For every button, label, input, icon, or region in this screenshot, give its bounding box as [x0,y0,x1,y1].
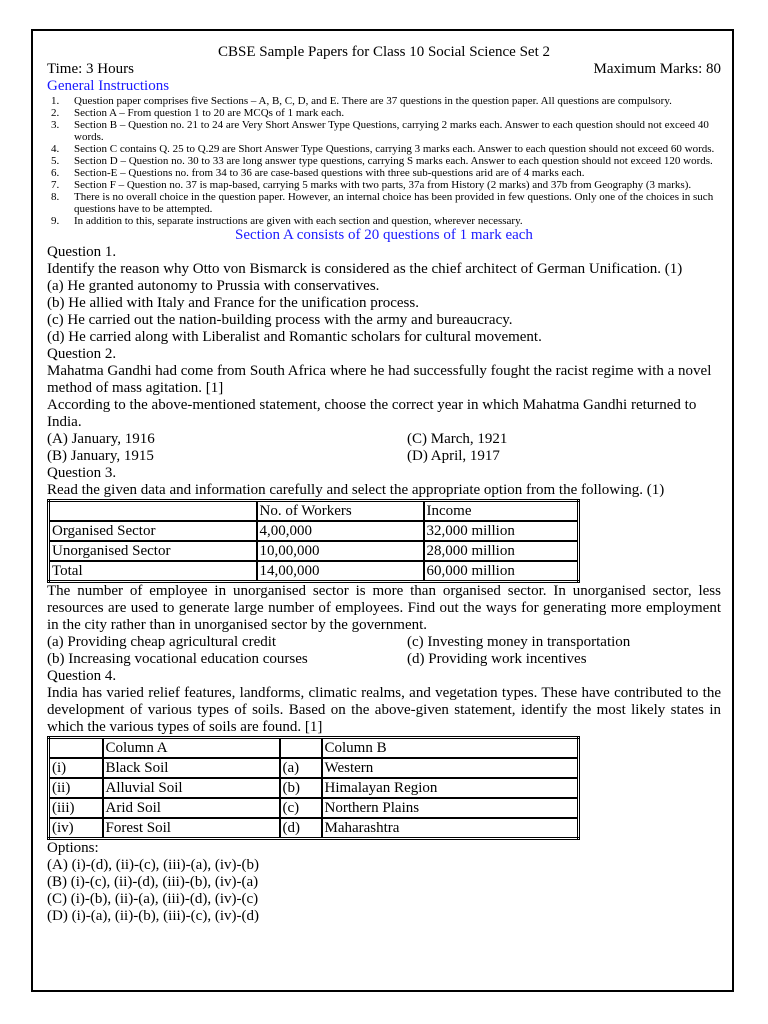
instructions-list [47,95,721,227]
question-2-option-c: (C) March, 1921 [407,431,508,447]
question-2-option-d: (D) April, 1917 [407,448,500,464]
list-item: 3. Section B – Question no. 21 to 24 are Very Short Answer Type Questions, carrying 2 marks each. Answer to each question should not exceed 40 words. [51,119,709,143]
question-1-option-a: (a) He granted autonomy to Prussia with conservatives. [47,278,380,294]
question-2-passage: Mahatma Gandhi had come from South Africa where he had successfully fought the racist regime with a novel method of mass agitation. [1] [47,363,712,396]
question-4-option-a: (A) (i)-(d), (ii)-(c), (iii)-(a), (iv)-(b) [47,857,259,873]
list-item: 7. Section F – Question no. 37 is map-based, carrying 5 marks with two parts, 37a from History (2 marks) and 37b from Geography (3 marks). [51,179,692,191]
question-1-text: Identify the reason why Otto von Bismarck is considered as the chief architect of German Unification. (1) [47,261,683,277]
table-row: (iv) Forest Soil (d) Maharashtra [49,818,579,839]
question-3-option-b: (b) Increasing vocational education courses [47,651,308,667]
workers-table [47,499,580,583]
question-3-option-d: (d) Providing work incentives [407,651,587,667]
time-allowed: Time: 3 Hours [47,61,134,77]
question-4-option-c: (C) (i)-(b), (ii)-(a), (iii)-(d), (iv)-(c) [47,891,259,907]
question-2-option-b: (B) January, 1915 [47,448,154,464]
table-row: Total 14,00,000 60,000 million [49,561,579,582]
page-title: CBSE Sample Papers for Class 10 Social Science Set 2 [217,44,551,60]
list-item: 1. Question paper comprises five Sections – A, B, C, D, and E. There are 37 questions in the question paper. All questions are compulsory. [51,95,672,107]
question-4-text: India has varied relief features, landforms, climatic realms, and vegetation types. These have contributed to the development of various types of soils. Based on the above-given statement, identify the most likely states in which the various types of soils are found. [1] [47,685,721,735]
question-4-option-b: (B) (i)-(c), (ii)-(d), (iii)-(b), (iv)-(a) [47,874,259,890]
table-row: Unorganised Sector 10,00,000 28,000 million [49,541,579,561]
question-3-text: Read the given data and information carefully and select the appropriate option from the following. (1) [47,482,665,498]
table-row: (iii) Arid Soil (c) Northern Plains [49,798,579,818]
question-3-option-c: (c) Investing money in transportation [407,634,631,650]
soil-match-table [47,736,580,840]
question-3-label: Question 3. [47,465,117,481]
section-a-heading: Section A consists of 20 questions of 1 mark each [235,227,533,243]
list-item: 9. In addition to this, separate instructions are given with each section and question, wherever necessary. [51,215,523,227]
maximum-marks: Maximum Marks: 80 [593,61,721,77]
question-1-label: Question 1. [47,244,117,260]
question-3-passage: The number of employee in unorganised sector is more than organised sector. In unorganised sector, less resources are used to generate large number of employees. Find out the ways for generating more employment in the city rather than in unorganised sector by the government. [47,583,721,633]
table-header-row: Column A Column B [49,738,579,759]
document-content [47,43,721,925]
list-item: 6. Section-E – Questions no. from 34 to 36 are case-based questions with three sub-questions arid are of 4 marks each. [51,167,585,179]
question-4-options-label: Options: [47,840,99,856]
question-2-options [47,431,721,465]
question-1-option-c: (c) He carried out the nation-building process with the army and bureaucracy. [47,312,513,328]
list-item: 5. Section D – Question no. 30 to 33 are long answer type questions, carrying S marks each. Answer to each question should not exceed 120 words. [51,155,713,167]
question-3-option-a: (a) Providing cheap agricultural credit [47,634,277,650]
instructions-heading: General Instructions [47,78,170,94]
question-2-option-a: (A) January, 1916 [47,431,155,447]
question-2-text: According to the above-mentioned statement, choose the correct year in which Mahatma Gandhi returned to India. [47,397,697,430]
question-3-options [47,634,721,668]
exam-meta [47,61,721,78]
table-row: Organised Sector 4,00,000 32,000 million [49,521,579,541]
table-row: (i) Black Soil (a) Western [49,758,579,778]
table-header-row: No. of Workers Income [49,501,579,522]
list-item: 8. There is no overall choice in the question paper. However, an internal choice has been provided in few questions. Only one of the choices in such questions have to be attempted. [51,191,714,215]
question-4-label: Question 4. [47,668,117,684]
question-4-option-d: (D) (i)-(a), (ii)-(b), (iii)-(c), (iv)-(d) [47,908,259,924]
table-row: (ii) Alluvial Soil (b) Himalayan Region [49,778,579,798]
list-item: 4. Section C contains Q. 25 to Q.29 are Short Answer Type Questions, carrying 3 marks each. Answer to each question should not exceed 60 words. [51,143,715,155]
question-1-option-b: (b) He allied with Italy and France for the unification process. [47,295,419,311]
question-2-label: Question 2. [47,346,117,362]
question-1-option-d: (d) He carried along with Liberalist and Romantic scholars for cultural movement. [47,329,542,345]
list-item: 2. Section A – From question 1 to 20 are MCQs of 1 mark each. [51,107,345,119]
